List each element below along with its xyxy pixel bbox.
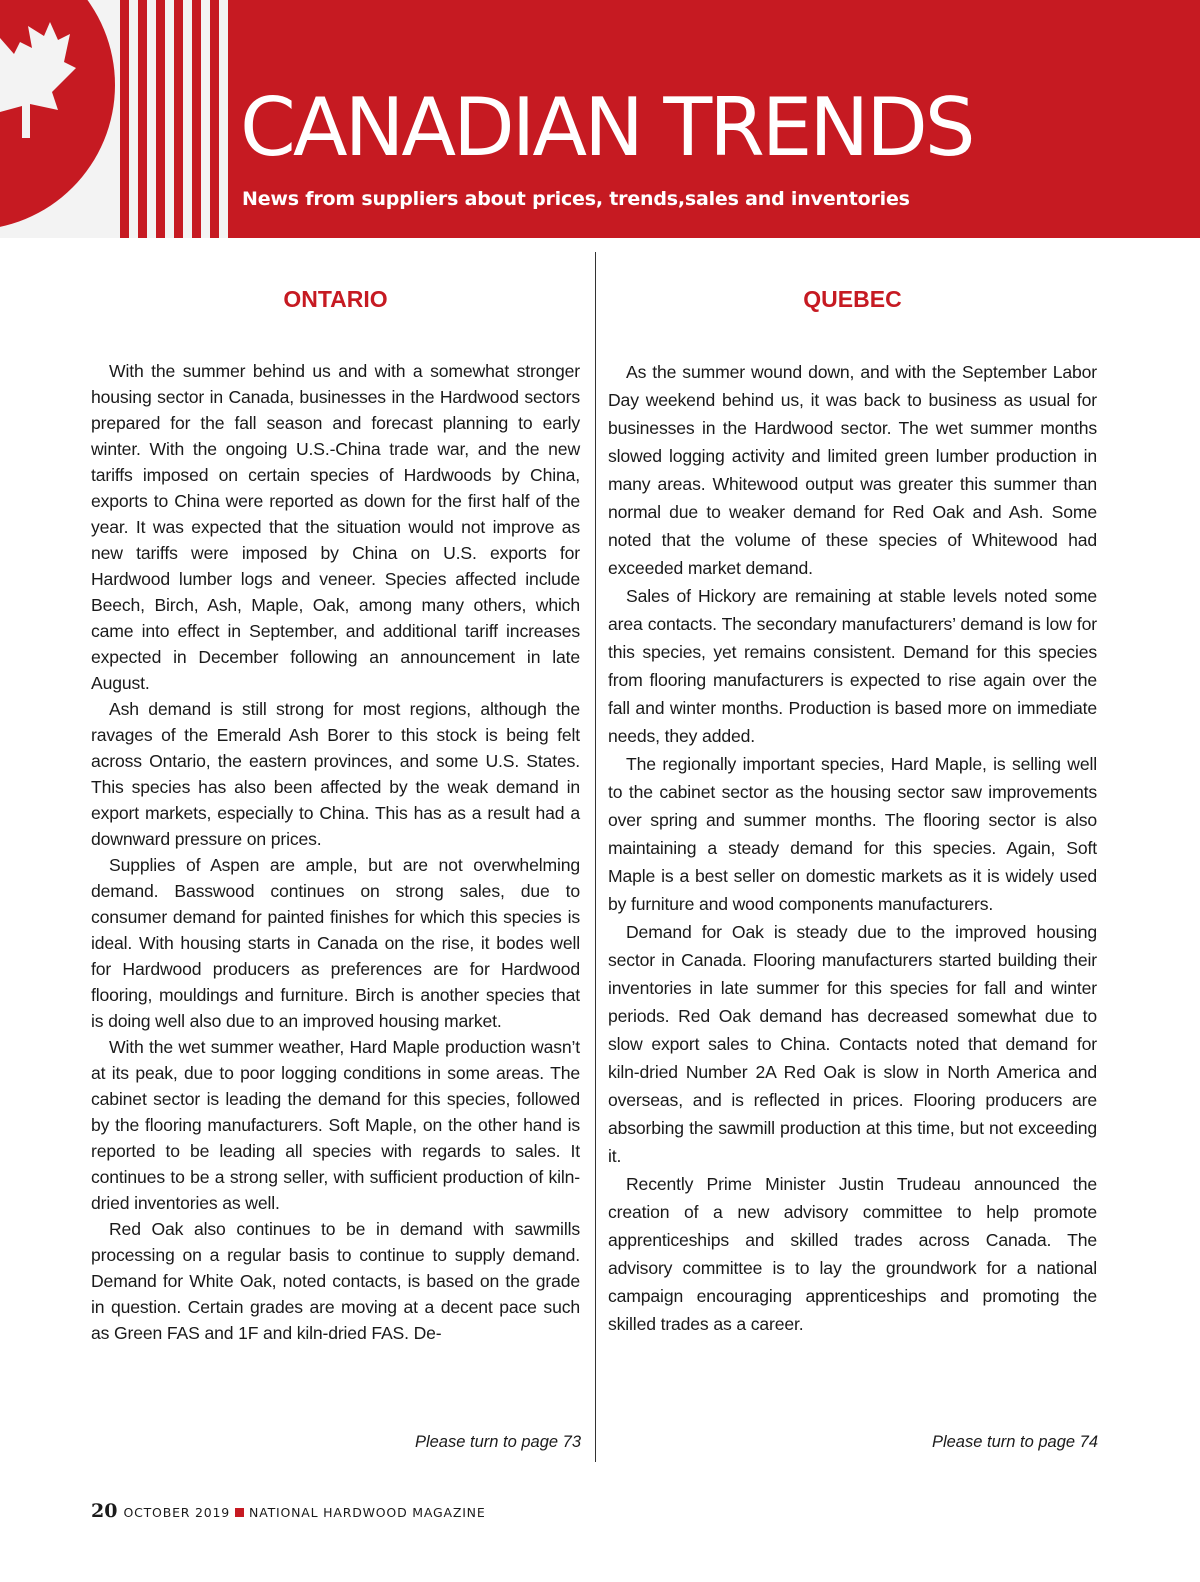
quebec-paragraph: The regionally important species, Hard Maple, is selling well to the cabinet sector as the housing sector saw improvements over spring and summer months. The flooring sector is also maintaining a steady demand for this species. Again, Soft Maple is a best seller on domestic markets as it is widely used by furniture and wood components manufacturers. <box>608 754 1097 914</box>
quebec-paragraph: Recently Prime Minister Justin Trudeau announced the creation of a new advisory committee to help promote apprenticeships and skilled trades across Canada. The advisory committee is to lay the groundwork for a national campaign encouraging apprenticeships and promoting the skilled trades as a career. <box>608 1174 1097 1334</box>
ontario-heading: ONTARIO <box>283 286 388 312</box>
ontario-paragraph: Red Oak also continues to be in demand with sawmills processing on a regular basis to continue to supply demand. Demand for White Oak, noted contacts, is based on the grade in question. Certain grades are moving at a decent pace such as Green FAS and 1F and kiln-dried FAS. De- <box>91 1219 580 1343</box>
quebec-body <box>608 358 1097 1338</box>
ontario-body <box>91 358 580 1346</box>
page-title: CANADIAN TRENDS <box>240 81 973 174</box>
magazine-name: NATIONAL HARDWOOD MAGAZINE <box>249 1505 486 1520</box>
footer-square-icon <box>235 1508 244 1517</box>
section-banner <box>0 0 1200 238</box>
quebec-paragraph: As the summer wound down, and with the September Labor Day weekend behind us, it was back to business as usual for businesses in the Hardwood sector. The wet summer months slowed logging activity and limited green lumber production in many areas. Whitewood output was greater this summer than normal due to weaker demand for Red Oak and Ash. Some noted that the volume of these species of Whitewood had exceeded market demand. <box>608 362 1097 578</box>
ontario-paragraph: With the summer behind us and with a somewhat stronger housing sector in Canada, businesses in the Hardwood sectors prepared for the fall season and forecast planning to early winter. With the ongoing U.S.-China trade war, and the new tariffs imposed on certain species of Hardwoods by China, exports to China were reported as down for the first half of the year. It was expected that the situation would not improve as new tariffs were imposed by China on U.S. exports for Hardwood lumber logs and veneer. Species affected include Beech, Birch, Ash, Maple, Oak, among many others, which came into effect in September, and additional tariff increases expected in December following an announcement in late August. <box>91 361 580 693</box>
ontario-paragraph: Supplies of Aspen are ample, but are not overwhelming demand. Basswood continues on strong sales, due to consumer demand for painted finishes for which this species is ideal. With housing starts in Canada on the rise, it bodes well for Hardwood producers as preferences are for Hardwood flooring, mouldings and furniture. Birch is another species that is doing well also due to an improved housing market. <box>91 855 580 1031</box>
ontario-column <box>91 282 580 1346</box>
maple-leaf-icon <box>0 20 80 190</box>
issue-date: OCTOBER 2019 <box>123 1505 231 1520</box>
ontario-paragraph: With the wet summer weather, Hard Maple production wasn’t at its peak, due to poor logging conditions in some areas. The cabinet sector is leading the demand for this species, followed by the flooring manufacturers. Soft Maple, on the other hand is reported to be leading all species with regards to sales. It continues to be a strong seller, with sufficient production of kiln-dried inventories as well. <box>91 1037 580 1213</box>
ontario-continued-note: Please turn to page 73 <box>414 1433 581 1451</box>
quebec-continued-note: Please turn to page 74 <box>931 1433 1098 1451</box>
quebec-paragraph: Sales of Hickory are remaining at stable levels noted some area contacts. The secondary manufacturers’ demand is low for this species, yet remains consistent. Demand for this species from flooring manufacturers is expected to rise again over the fall and winter months. Production is based more on immediate needs, they added. <box>608 586 1097 746</box>
canadian-flag-graphic <box>0 0 232 238</box>
flag-stripes <box>120 0 232 238</box>
page-subtitle: News from suppliers about prices, trends,sales and inventories <box>242 188 910 210</box>
ontario-paragraph: Ash demand is still strong for most regions, although the ravages of the Emerald Ash Borer to this stock is being felt across Ontario, the eastern provinces, and some U.S. States. This species has also been affected by the weak demand in export markets, especially to China. This has as a result had a downward pressure on prices. <box>91 699 580 849</box>
quebec-heading: QUEBEC <box>803 286 902 312</box>
quebec-paragraph: Demand for Oak is steady due to the improved housing sector in Canada. Flooring manufacturers started building their inventories in late summer for this species for fall and winter periods. Red Oak demand has decreased somewhat due to slow export sales to China. Contacts noted that demand for kiln-dried Number 2A Red Oak is slow in North America and overseas, and is reflected in prices. Flooring producers are absorbing the sawmill production at this time, but not exceeding it. <box>608 922 1097 1166</box>
page-footer <box>91 1500 486 1522</box>
page-number: 20 <box>91 1500 118 1522</box>
quebec-column <box>608 282 1097 1338</box>
column-divider <box>595 252 596 1462</box>
